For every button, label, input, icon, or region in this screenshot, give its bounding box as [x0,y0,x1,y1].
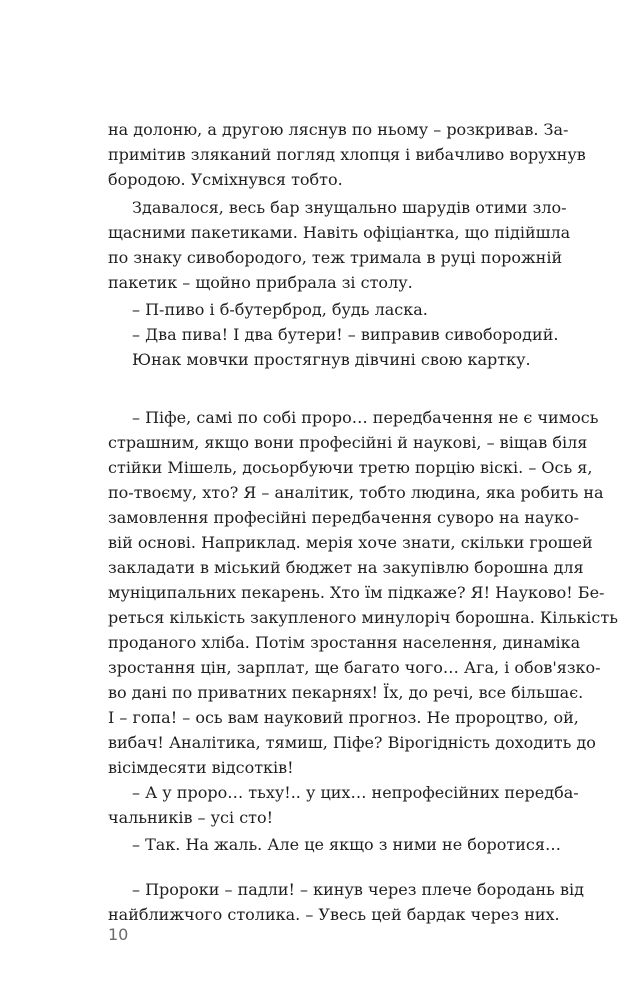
text-line: закладати в міський бюджет на закупівлю борошна для [108,558,584,577]
text-line: щасними пакетиками. Навіть офіціантка, що підійшла [108,223,571,242]
text-line: Юнак мовчки простягнув дівчині свою картку. [132,350,531,369]
text-line: вій основі. Наприклад. мерія хоче знати, скільки грошей [108,533,593,552]
text-line: – А у проро… тьху!.. у цих… непрофесійних передба- [132,783,579,802]
text-line: стійки Мішель, досьорбуючи третю порцію віскі. – Ось я, [108,458,593,477]
text-line: во дані по приватних пекарнях! Їх, до речі, все більшає. [108,683,584,702]
text-line: по знаку сивобородого, теж тримала в руці порожній [108,248,563,267]
text-line: замовлення професійні передбачення суворо на науко- [108,508,579,527]
text-line: по-твоєму, хто? Я – аналітик, тобто людина, яка робить на [108,483,604,502]
text-line: вісімдесяти відсотків! [108,758,294,777]
text-line: Здавалося, весь бар знущально шарудів отими зло- [132,198,567,217]
text-line: страшним, якщо вони професійні й наукові, – віщав біля [108,433,588,452]
text-line: муніципальних пекарень. Хто їм підкаже? Я! Науково! Бе- [108,583,605,602]
text-line: проданого хліба. Потім зростання населення, динаміка [108,633,581,652]
text-line: – Піфе, самі по собі проро… передбачення не є чимось [132,408,599,427]
text-line: – Пророки – падли! – кинув через плече бородань від [132,880,584,899]
text-line: – П-пиво і б-бутерброд, будь ласка. [132,300,428,319]
text-line: зростання цін, зарплат, ще багато чого… Ага, і обов'язко- [108,658,601,677]
text-line: – Так. На жаль. Але це якщо з ними не боротися… [132,835,561,854]
text-line: найближчого столика. – Увесь цей бардак через них. [108,905,560,924]
text-line: реться кількість закупленого минулоріч борошна. Кількість [108,608,618,627]
page-number: 10 [108,925,129,944]
text-line: пакетик – щойно прибрала зі столу. [108,273,413,292]
text-line: чальників – усі сто! [108,808,274,827]
text-line: – Два пива! І два бутери! – виправив сивобородий. [132,325,559,344]
text-line: І – гопа! – ось вам науковий прогноз. Не пророцтво, ой, [108,708,579,727]
text-line: примітив зляканий погляд хлопця і вибачливо ворухнув [108,145,586,164]
text-line: бородою. Усміхнувся тобто. [108,170,343,189]
text-line: вибач! Аналітика, тямиш, Піфе? Вірогідність доходить до [108,733,596,752]
text-line: на долоню, а другою ляснув по ньому – розкривав. За- [108,120,569,139]
